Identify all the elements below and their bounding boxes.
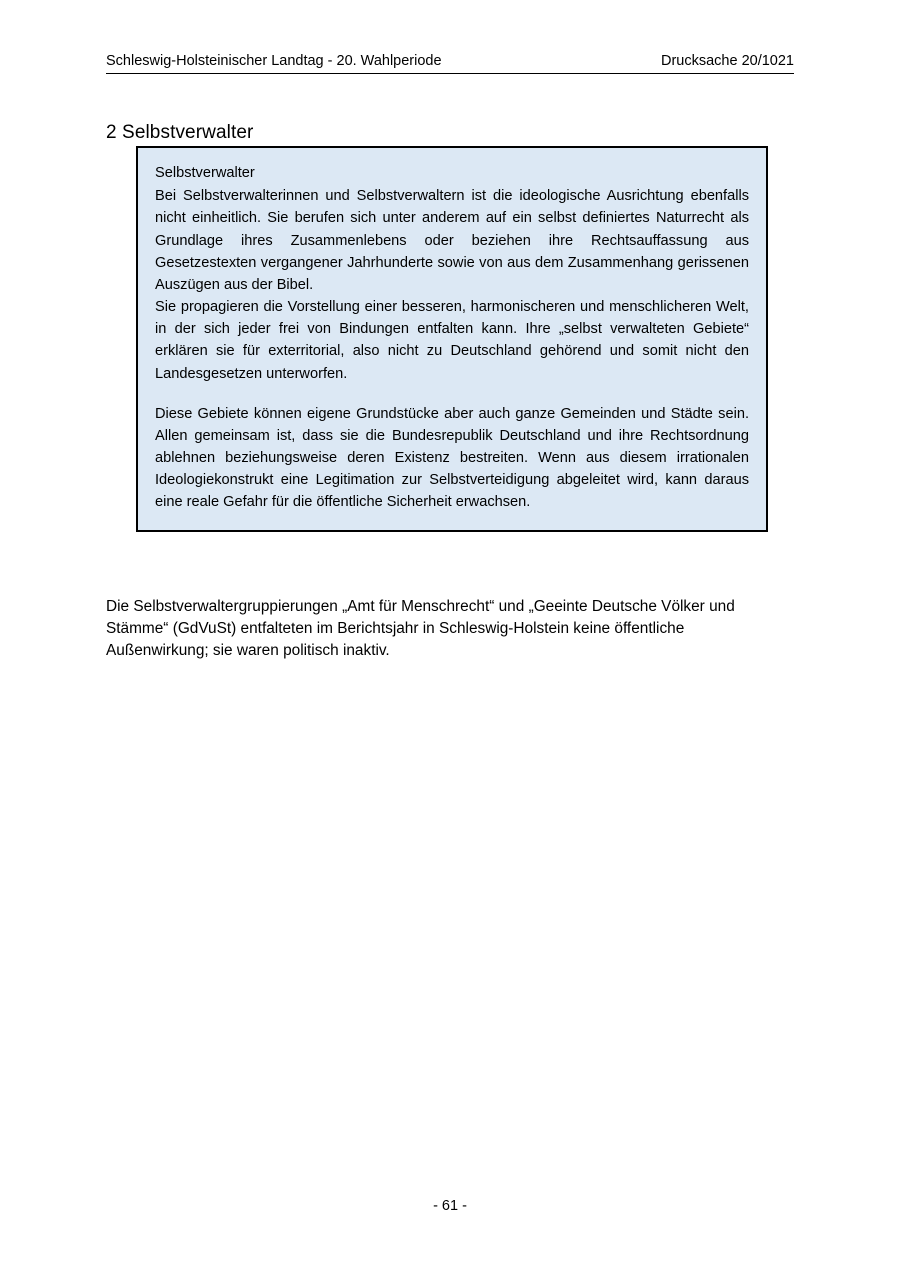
body-paragraph: Die Selbstverwaltergruppierungen „Amt für Menschrecht“ und „Geeinte Deutsche Völker und Stämme“ (GdVuSt) entfalteten im Berichtsjahr in Schleswig-Holstein keine öffentliche Außenwirkung; sie waren politisch inaktiv. xyxy=(106,598,735,660)
info-box-paragraph-3: Diese Gebiete können eigene Grundstücke aber auch ganze Gemeinden und Städte sein. Allen gemeinsam ist, dass sie die Bundesrepublik Deutschland und ihre Rechtsordnung ablehnen beziehungsweise deren Existenz bestreiten. Wenn aus diesem irrationalen Ideologiekonstrukt eine Legitimation zur Selbstverteidigung abgeleitet wird, kann daraus eine reale Gefahr für die öffentliche Sicherheit erwachsen. xyxy=(155,405,749,511)
running-header xyxy=(106,52,794,74)
info-box-paragraph-2: Sie propagieren die Vorstellung einer besseren, harmonischeren und menschlicheren Welt, in der sich jeder frei von Bindungen entfalten kann. Ihre „selbst verwalteten Gebiete“ erklären sie für exterritorial, also nicht zu Deutschland gehörend und somit nicht den Landesgesetzen unterworfen. xyxy=(155,299,749,382)
section-heading: 2 Selbstverwalter xyxy=(106,121,254,143)
header-left-text: Schleswig-Holsteinischer Landtag - 20. Wahlperiode xyxy=(106,53,442,69)
info-box-paragraph-1: Bei Selbstverwalterinnen und Selbstverwaltern ist die ideologische Ausrichtung ebenfalls nicht einheitlich. Sie berufen sich unter anderem auf ein selbst definiertes Naturrecht als Grundlage ihres Zusammenlebens oder beziehen ihre Rechtsauffassung aus Gesetzestexten vergangener Jahrhunderte sowie von aus dem Zusammenhang gerissenen Auszügen aus der Bibel. xyxy=(155,188,749,293)
header-right-text: Drucksache 20/1021 xyxy=(661,53,794,69)
page-number: - 61 - xyxy=(433,1198,467,1214)
info-box xyxy=(136,146,768,532)
info-box-title: Selbstverwalter xyxy=(155,165,255,181)
